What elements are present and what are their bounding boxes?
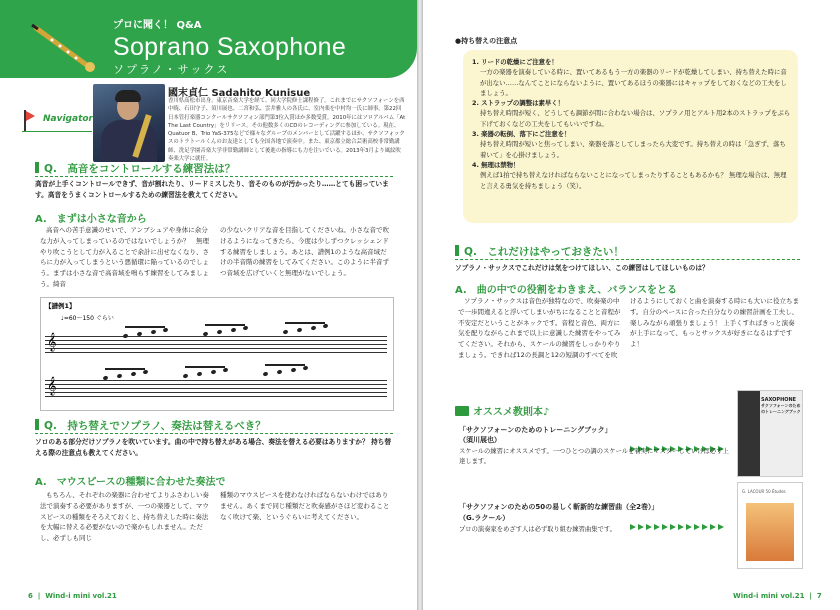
book-2-author: （G.ラクール） — [459, 514, 510, 522]
page-number-left: 6 | Wind-i mini vol.21 — [28, 592, 117, 600]
treble-clef-icon: 𝄞 — [47, 332, 57, 351]
book-icon — [455, 406, 469, 416]
question-2-heading: Q. 持ち替えでソプラノ、奏法は替えるべき？ — [35, 418, 266, 433]
score-example-1 — [40, 297, 394, 411]
note-item-1-text: 一方の楽器を演奏している時に、置いてあるもう一方の楽器のリードが乾燥してしまい、持ち替えた時に音が出ない……なんてことにならないように、置いてあるほうの楽器にはキャップをしておくなどの工夫をしましょう。 — [480, 68, 787, 97]
page-number-right: Wind-i mini vol.21 | 7 — [733, 592, 822, 600]
question-1-text: 高音が上手くコントロールできず、音が割れたり、リードミスしたり、音そのものが汚かったり……とても困っています。高音をうまくコントロールするための練習法を教えてください。 — [35, 180, 389, 199]
question-2-text: ソロのある部分だけソプラノを吹いています。曲の中で持ち替えがある場合、奏法を替える必要はありますか？ 持ち替える際の注意点も教えてください。 — [35, 438, 392, 457]
answer-2-text-left: もちろん、それぞれの楽器に合わせてよりふさわしい奏法で演奏する必要がありますが、一つの楽器として、マウスピースの種類をそろえておくと、持ち替えした時に奏法を大幅に替える必要がないので楽かもしれません。ただし、必ずしも同じ — [40, 491, 209, 543]
note-item-1-title: 1. リードの乾燥にご注意を！ — [472, 58, 558, 66]
header-subtitle: プロに聞く！ Q&A — [113, 20, 202, 31]
question-1-heading: Q. 高音をコントロールする練習法は？ — [35, 161, 235, 176]
score-tempo: ♩=60～150 ぐらい — [61, 315, 114, 322]
arrow-decoration — [630, 437, 726, 443]
profile-photo — [93, 84, 165, 162]
arrow-decoration — [630, 515, 726, 521]
answer-1-heading: A. まずは小さな音から — [35, 214, 147, 225]
notes-title: ●持ち替えの注意点 — [455, 37, 518, 45]
staff-1 — [45, 332, 387, 352]
answer-3-text-right: けるようにしておくと曲を演奏する時にも大いに役立ちます。自分のペースに合った自分なりの練習計画を工夫し、楽しみながら頑張りましょう！ 上手くすればきっと演奏が上手になって、もっとサックスが好きになるはずですよ！ — [630, 297, 799, 349]
navigator-label: Navigator — [22, 110, 92, 130]
answer-1-text-left: 高音への苦手意識のせいで、アンブシュアや身体に余分な力が入ってしまっているのではないでしょうか？ 無理やり吹こうとして力が入ることで余計に出せなくなり、さらに力が入ってしまうという悪循環に陥っているのでしょう。まずは小さな音で高音域を鳴らす練習をしてみましょう。綺音 — [40, 226, 209, 288]
page-title: Soprano Saxophone — [113, 33, 347, 61]
note-item-4-title: 4. 無理は禁物！ — [472, 160, 520, 169]
recommend-heading: オススメ教則本♪ — [455, 403, 549, 418]
note-item-3-text: 持ち替え時間が短いと焦ってしまい、楽器を落としてしまったら大変です。持ち替えの時は「急ぎず、落ち着いて」を心掛けましょう。 — [480, 140, 786, 159]
staff-2 — [45, 376, 387, 396]
book-1-cover: SAXOPHONE サクソフォーンのためのトレーニングブック — [737, 390, 803, 477]
note-item-3-title: 3. 楽器の転倒、落下にご注意を！ — [472, 130, 571, 139]
book-1-title: 「サクソフォーンのためのトレーニングブック」 — [459, 426, 612, 434]
treble-clef-icon: 𝄞 — [47, 376, 57, 395]
answer-2-text-right: 種類のマウスピースを使わなければならないわけではありません。あくまで同じ種類だと吹奏感がさほど変わることなく吹けて楽、というぐらいに考えてください。 — [220, 491, 390, 521]
title-kana: ソプラノ・サックス — [113, 63, 230, 76]
book-2-title: 「サクソフォンのための50の易しく斬新的な練習曲（全2巻）」 — [459, 503, 659, 511]
score-title: 【譜例1】 — [45, 302, 76, 310]
answer-2-heading: A. マウスピースの種類に合わせた奏法で — [35, 477, 226, 488]
answer-1-text-right: の少ないクリアな音を目指してくださいね。小さな音で吹けるようになってきたら、今度は少しずつクレッシェンドする練習をしましょう。あとは、譜例1のような高音域だけの半音階の練習をしてみてください。このように半音ずつ音域を広げていくと無理がないでしょう。 — [220, 226, 389, 278]
answer-3-text-left: ソプラノ・サックスは音色が独特なので、吹奏楽の中で一歩間違えると浮いてしまいがちになることと音程が不安定だということがネックです。音程と音色、両方に気を配りながらこれまで以上に意識した練習をやってみてください。それから、スケールの練習をしっかりやりましょう。できれば12の長調と12の短調のすべてを吹 — [458, 297, 621, 359]
book-1-author: （須川展也） — [459, 436, 501, 444]
book-2-description: プロの演奏家をめざす人は必ず取り組む練習曲集です。 — [459, 526, 616, 533]
note-item-2-text: 持ち替え時間が短く、どうしても調節が間に合わない場合は、ソプラノ用とアルト用2本のストラップをぶら下げておくなどの工夫をしてもいいですね。 — [480, 109, 791, 128]
left-page — [0, 0, 417, 610]
book-2-cover: G. LACOUR 50 Études — [737, 482, 803, 569]
book-1-description: スケールの練習にオススメです。一つひとつの調のスケールを着実にマスターしていけば必ず上達します。 — [459, 448, 729, 465]
notes-list — [472, 57, 792, 191]
profile-name: 國末貞仁 Sadahito Kunisue — [168, 88, 311, 99]
question-3-heading: Q. これだけはやっておきたい！ — [455, 244, 624, 259]
question-3-text: ソプラノ・サックスでこれだけは気をつけてほしい、この練習はしてほしいものは？ — [455, 264, 709, 272]
answer-3-heading: A. 曲の中での役割をわきまえ、バランスをとる — [455, 285, 678, 296]
note-item-2-title: 2. ストラップの調整は素早く！ — [472, 99, 565, 108]
saxophone-icon — [30, 22, 100, 72]
note-item-4-text: 例えば1拍で持ち替えなければならないことになってしまったりすることもあるかも？ 無理な場合は、無理と言える勇気を持ちましょう（笑）。 — [480, 171, 787, 190]
profile-bio: 香川県高松市出身。東京音楽大学を経て、同大学院修士課程修了。これまでにサクソフォーンを西中暁、石田守子、須川展也、二宮和弘、雲井雅人の各氏に、室内楽を中村均一氏に師事。第22回日本管打楽器コンクールサクソフォン部門第3位入賞ほか多数受賞。2010年にはソロアルバム「At The Last Country」をリリース。その他数多くのCDのレコーディングに参加している。現在、Quatuor B、Trio YaS-375などで様々なグループのメンバーとして活躍するほか、サクソフォックスのトラトールくんのお友達としても全国各地で演奏中。また、東京都立総合芸術高校非常勤講師、洗足学園音楽大学非常勤講師として後進の指導にも力を注いでいる。2013年3月より風紋吹奏楽大学に就任。 — [168, 98, 406, 163]
